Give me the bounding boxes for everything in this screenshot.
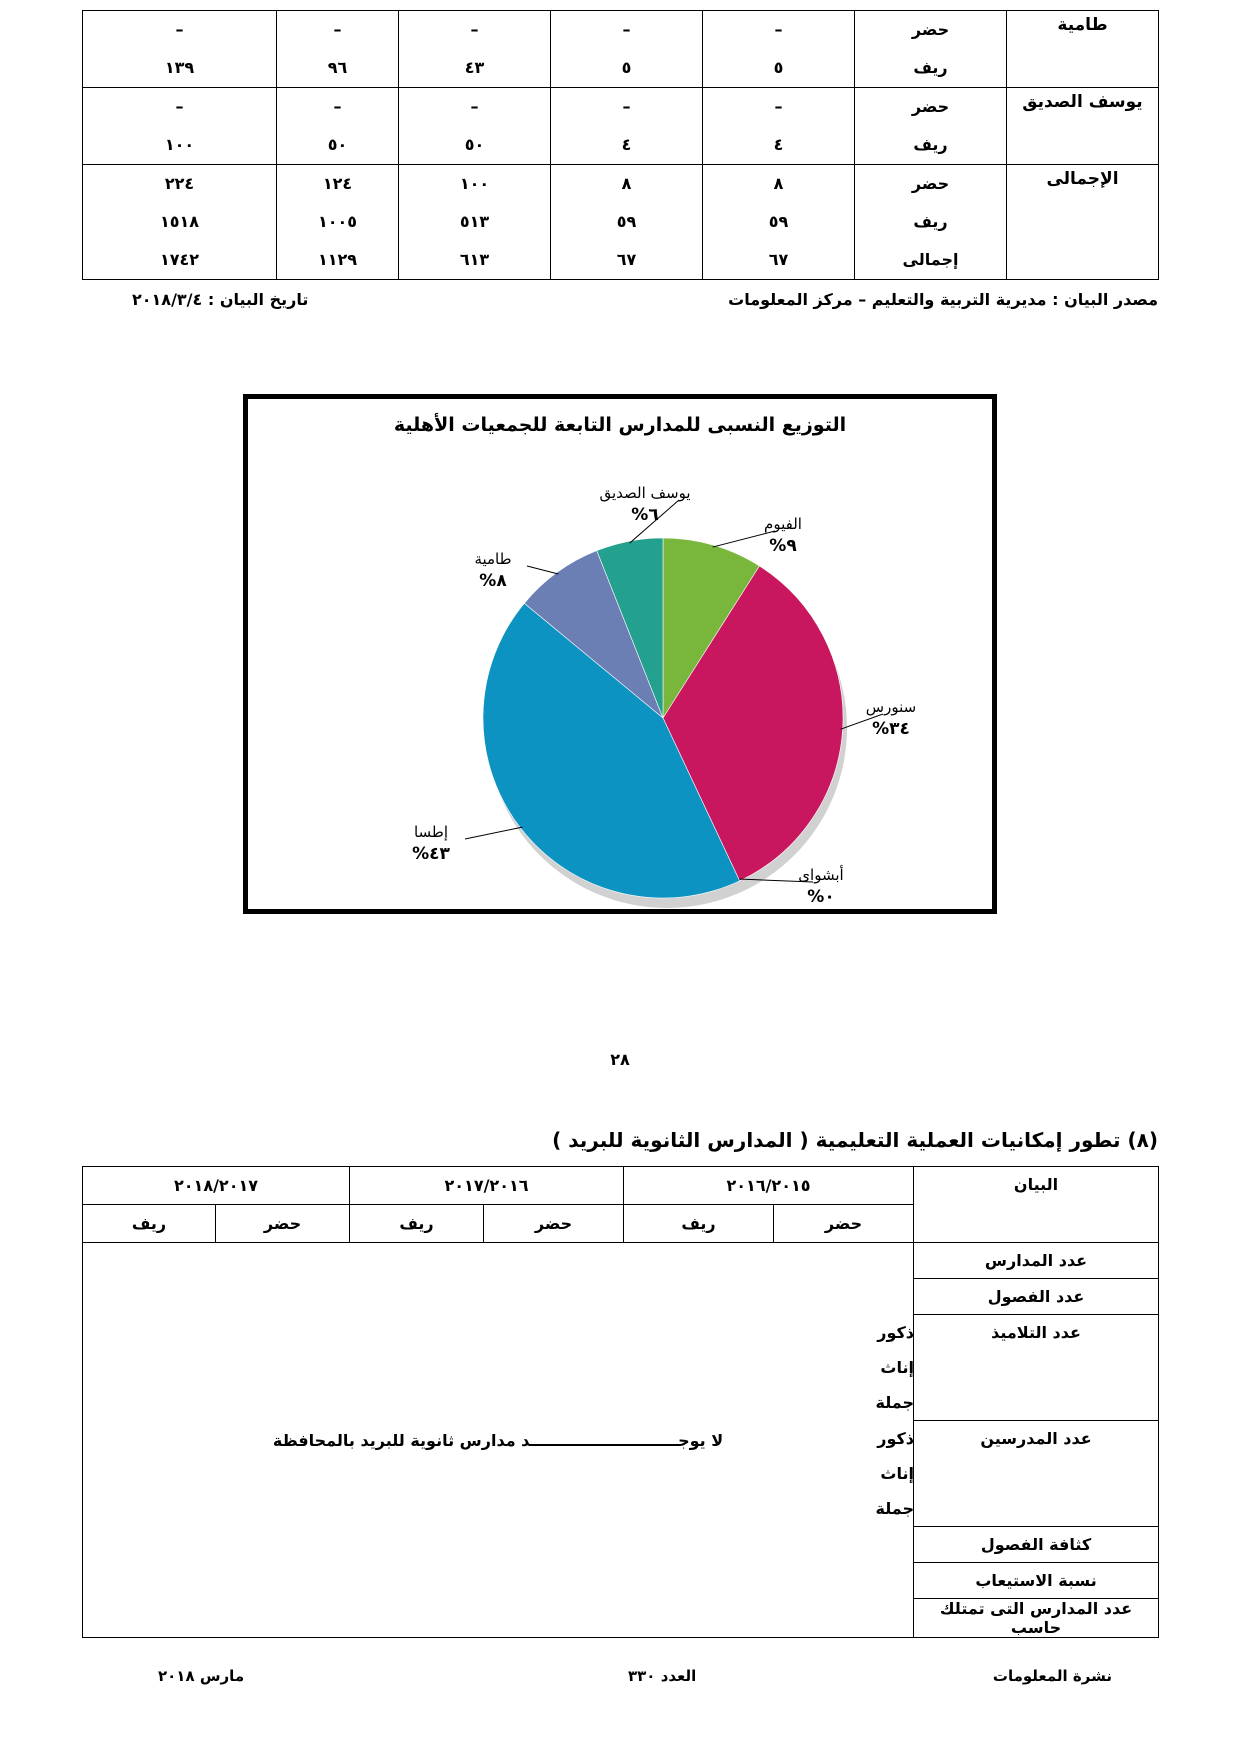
slice-value-label: ٦% <box>631 505 659 525</box>
table-cell: – <box>175 97 184 116</box>
row-label-schools: عدد المدارس <box>914 1243 1159 1279</box>
slice-label: إطسا <box>413 823 449 841</box>
data-date: تاريخ البيان : ٢٠١٨/٣/٤ <box>132 290 309 309</box>
row-label-teachers: عدد المدرسين <box>914 1421 1159 1527</box>
table-cell: ٤٣ <box>464 58 485 77</box>
area-type: إجمالى <box>902 250 959 269</box>
table-cell: ١٠٠ <box>459 174 490 193</box>
table-cell: – <box>175 20 184 39</box>
footer-issue: العدد ٣٣٠ <box>628 1667 697 1685</box>
table-cell: ٥١٣ <box>459 212 490 231</box>
table-cell: ٥٩ <box>616 212 637 231</box>
sub-header-rural: ريف <box>83 1205 216 1243</box>
area-type: ريف <box>913 212 948 231</box>
chart-title: التوزيع النسبى للمدارس التابعة للجمعيات الأهلية <box>393 414 847 436</box>
table-row <box>83 165 1159 280</box>
table-cell: ١٠٠ <box>164 135 195 154</box>
sub-header-urban: حضر <box>774 1205 914 1243</box>
page-number: ٢٨ <box>610 1050 630 1069</box>
no-schools-note: لا يوجـــــــــــــــــــــــــــد مدارس ثانوية للبريد بالمحافظة <box>83 1243 914 1638</box>
data-source: مصدر البيان : مديرية التربية والتعليم – مركز المعلومات <box>728 290 1158 309</box>
table-cell: ١٧٤٢ <box>159 250 200 269</box>
leader-line <box>527 566 558 574</box>
table-cell: ٤ <box>773 135 784 154</box>
table-cell: ٨ <box>621 174 632 193</box>
sub-header-urban: حضر <box>484 1205 624 1243</box>
slice-label: يوسف الصديق <box>599 484 691 502</box>
table-cell: ٥ <box>621 58 632 77</box>
slice-label: الفيوم <box>764 515 802 533</box>
year-header: ٢٠١٧/٢٠١٦ <box>350 1167 624 1205</box>
table-cell: ٨ <box>773 174 784 193</box>
table-cell: ١١٢٩ <box>317 250 358 269</box>
slice-label: أبشواى <box>798 866 844 884</box>
area-type: حضر <box>911 20 950 39</box>
table-cell: – <box>774 20 783 39</box>
region-name: يوسف الصديق <box>1007 88 1159 165</box>
slice-value-label: ٩% <box>769 536 797 556</box>
footer-publication: نشرة المعلومات <box>992 1667 1112 1685</box>
slice-value-label: ٤٣% <box>412 844 450 864</box>
area-type: حضر <box>911 174 950 193</box>
table-cell: ٩٦ <box>327 58 348 77</box>
slice-value-label: ٨% <box>479 571 507 591</box>
pie-chart <box>243 394 997 914</box>
table-cell: ١٠٠٥ <box>317 212 358 231</box>
table-cell: – <box>622 97 631 116</box>
table-cell: ٦٧ <box>768 250 789 269</box>
slice-value-label: ٠% <box>807 887 835 907</box>
header-label: البيان <box>914 1167 1159 1243</box>
sub-header-urban: حضر <box>216 1205 350 1243</box>
leader-line <box>465 827 522 839</box>
year-header: ٢٠١٦/٢٠١٥ <box>624 1167 914 1205</box>
slice-value-label: ٣٤% <box>872 719 910 739</box>
table-cell: ٦١٣ <box>459 250 490 269</box>
table-cell: – <box>470 20 479 39</box>
table-cell: – <box>774 97 783 116</box>
table-cell: ٥٩ <box>768 212 789 231</box>
table-row <box>83 11 1159 88</box>
row-label-students: عدد التلاميذ <box>914 1315 1159 1421</box>
slice-label: سنورس <box>865 698 917 716</box>
table-cell: ١٢٤ <box>322 174 353 193</box>
row-label-absorption: نسبة الاستيعاب <box>914 1563 1159 1599</box>
area-type: ريف <box>913 58 948 77</box>
bottom-table-wrap <box>82 1166 1159 1638</box>
table-cell: – <box>470 97 479 116</box>
table-cell: ١٥١٨ <box>159 212 200 231</box>
table-cell: ٥٠ <box>327 135 348 154</box>
section-title: (٨) تطور إمكانيات العملية التعليمية ( المدارس الثانوية للبريد ) <box>552 1128 1158 1152</box>
table-cell: ٢٢٤ <box>164 174 195 193</box>
area-type: حضر <box>911 97 950 116</box>
row-label-computers: عدد المدارس التى تمتلك حاسب <box>914 1599 1159 1638</box>
row-label-classes: عدد الفصول <box>914 1279 1159 1315</box>
secondary-post-schools-grid <box>82 1166 1159 1638</box>
table-cell: – <box>622 20 631 39</box>
footer-date: مارس ٢٠١٨ <box>158 1667 245 1685</box>
table-cell: ٥ <box>773 58 784 77</box>
regional-schools-table <box>82 10 1159 280</box>
table-cell: – <box>333 97 342 116</box>
area-type: ريف <box>913 135 948 154</box>
sub-header-rural: ريف <box>624 1205 774 1243</box>
region-name: طامية <box>1007 11 1159 88</box>
table-cell: – <box>333 20 342 39</box>
table-cell: ٦٧ <box>616 250 637 269</box>
slice-label: طامية <box>474 550 512 568</box>
table-cell: ٤ <box>621 135 632 154</box>
row-label-density: كثافة الفصول <box>914 1527 1159 1563</box>
table-cell: ١٣٩ <box>164 58 195 77</box>
table-cell: ٥٠ <box>464 135 485 154</box>
leader-line <box>713 531 775 547</box>
year-header: ٢٠١٨/٢٠١٧ <box>83 1167 350 1205</box>
sub-header-rural: ريف <box>350 1205 484 1243</box>
region-name: الإجمالى <box>1007 165 1159 280</box>
table-row <box>83 88 1159 165</box>
